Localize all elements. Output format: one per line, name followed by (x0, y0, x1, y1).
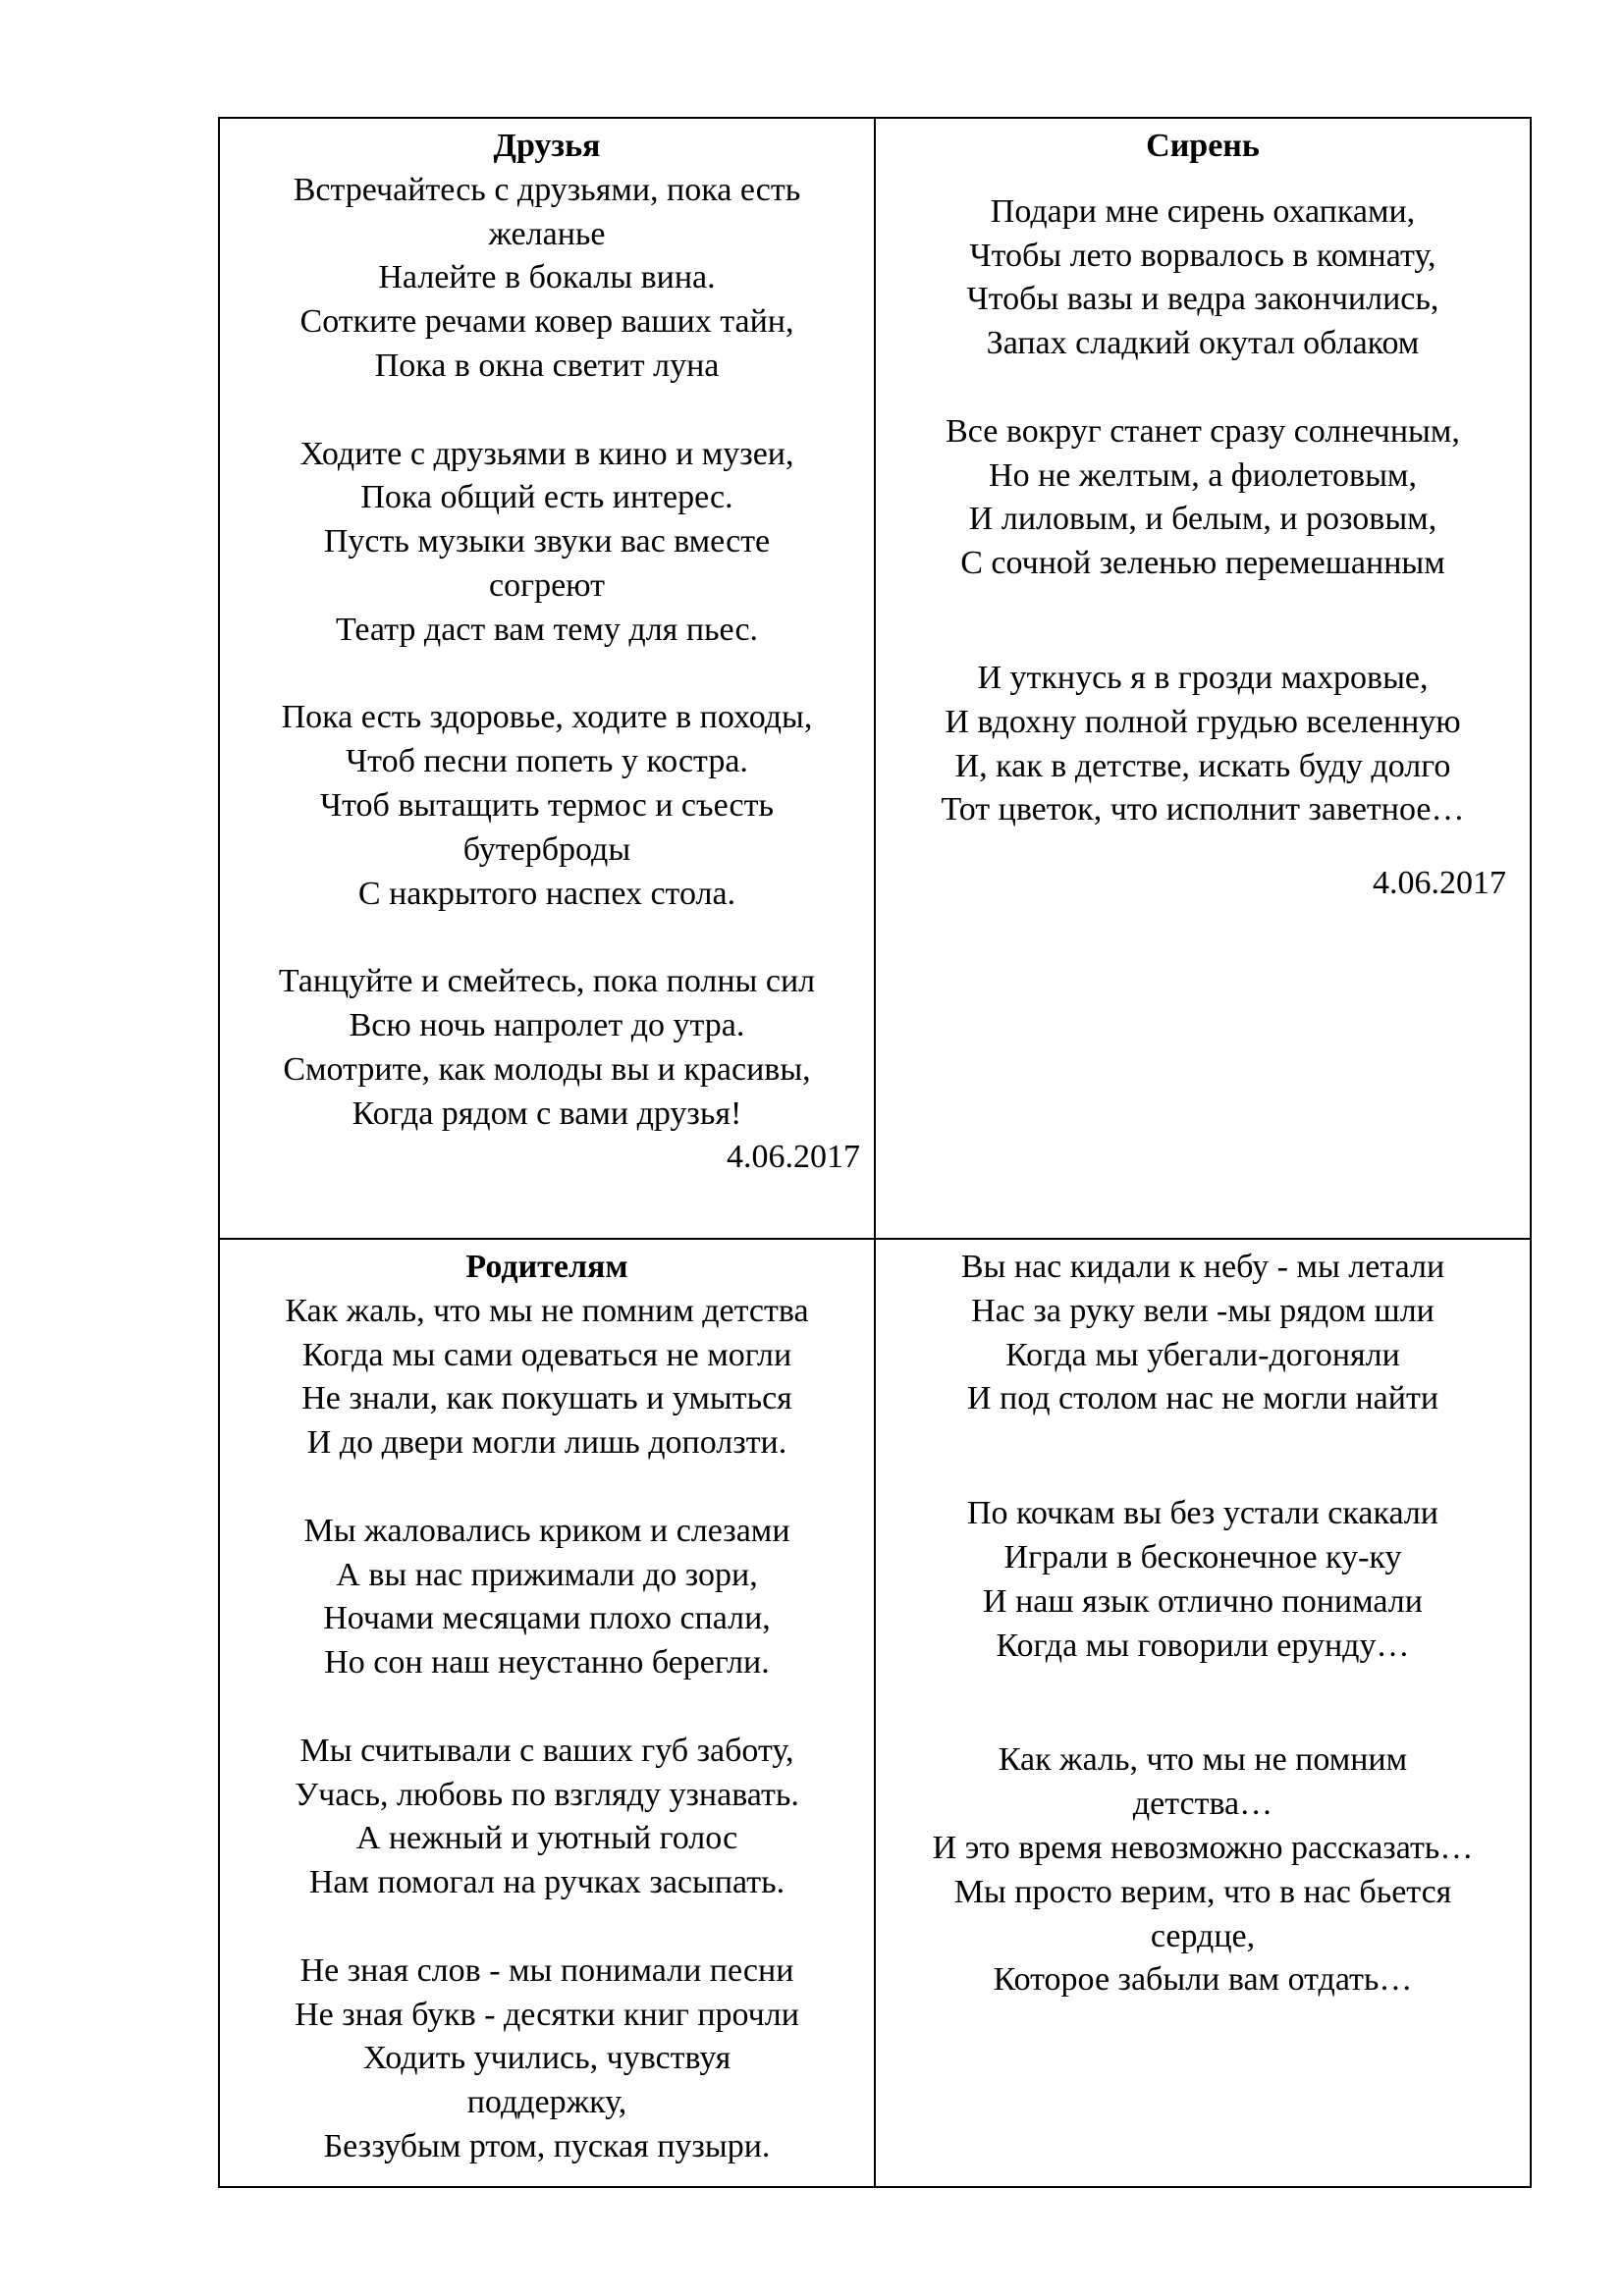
poem-line: Не зная букв - десятки книг прочли (295, 1996, 799, 2033)
stanza (890, 1246, 1516, 1421)
stanza (890, 190, 1516, 366)
table-row (219, 118, 1531, 1239)
poem-line: Пусть музыки звуки вас вместе (323, 523, 771, 561)
poem-line: Вы нас кидали к небу - мы летали (960, 1249, 1445, 1285)
poem-line: Но сон наш неустанно берегли. (324, 1644, 770, 1682)
poem-line: Беззубым ртом, пуская пузыри. (323, 2127, 771, 2164)
poem-line: Чтоб песни попеть у костра. (346, 743, 748, 780)
poem-line: Запах сладкий окутал облаком (986, 325, 1420, 362)
stanza (234, 960, 860, 1180)
poem-line: Налейте в бокалы вина. (378, 259, 716, 296)
poem-line: А вы нас прижимали до зори, (336, 1556, 758, 1593)
poem-continuation-cell (875, 1239, 1531, 2187)
table-row (219, 1239, 1531, 2187)
poem-line: Чтоб вытащить термос и съесть (320, 786, 774, 824)
poem-line: Чтобы вазы и ведра закончились, (966, 281, 1439, 318)
poem-line: Но не желтым, а фиолетовым, (989, 456, 1417, 494)
poem-line: Не зная слов - мы понимали песни (299, 1951, 794, 1989)
poem-line: желанье (488, 215, 606, 252)
poem-line: И вдохну полной грудью вселенную (945, 703, 1461, 740)
poem-line: Подари мне сирень охапками, (990, 192, 1416, 230)
poem-line: Которое забыли вам отдать… (993, 1961, 1413, 1999)
poem-line: согреют (489, 566, 605, 604)
poem-siren-cell (875, 118, 1531, 1239)
poem-line: Мы считывали с ваших губ заботу, (299, 1732, 794, 1769)
poem-line: И, как в детстве, искать буду долго (954, 747, 1451, 784)
poem-line: Сотките речами ковер ваших тайн, (299, 303, 794, 341)
stanza (890, 410, 1516, 586)
poem-line: Когда мы убегали-догоняли (1005, 1336, 1400, 1373)
stanza (890, 1492, 1516, 1668)
poem-title: Друзья (493, 128, 601, 164)
poem-line: Как жаль, что мы не помним детства (285, 1292, 809, 1329)
poem-line: Нам помогал на ручках засыпать. (308, 1864, 785, 1901)
poem-line: Не знали, как покушать и умыться (301, 1380, 792, 1417)
stanza (234, 1949, 860, 2169)
stanza (234, 433, 860, 653)
poem-line: По кочкам вы без устали скакали (966, 1495, 1439, 1532)
stanza (890, 1738, 1516, 2002)
poem-line: А нежный и уютный голос (355, 1820, 738, 1857)
poem-line: Пока общий есть интерес. (360, 479, 733, 516)
poem-title: Родителям (465, 1249, 628, 1285)
poem-line: бутерброды (462, 830, 631, 868)
stanza (890, 657, 1516, 832)
poem-line: Ходить учились, чувствуя (362, 2040, 731, 2077)
poem-line: Встречайтесь с друзьями, пока есть (293, 171, 801, 208)
poem-druzya-cell (219, 118, 875, 1239)
poem-line: Когда мы сами одеваться не могли (301, 1336, 792, 1373)
stanza (234, 1290, 860, 1466)
poem-line: С сочной зеленью перемешанным (960, 545, 1445, 582)
poem-line: И до двери могли лишь доползти. (306, 1424, 787, 1462)
poem-line: Когда рядом с вами друзья! (352, 1095, 742, 1132)
poem-line: Тот цветок, что исполнит заветное… (941, 791, 1465, 828)
poems-table (218, 117, 1532, 2188)
poem-line: детства… (1132, 1786, 1273, 1823)
poem-line: Когда мы говорили ерунду… (996, 1627, 1410, 1664)
poem-line: И уткнусь я в грозди махровые, (977, 659, 1429, 696)
poem-line: И под столом нас не могли найти (966, 1380, 1439, 1417)
poem-line: Мы просто верим, что в нас бьется (953, 1873, 1452, 1910)
stanza (234, 1730, 860, 1905)
poem-roditelyam-cell (219, 1239, 875, 2187)
poem-line: Мы жаловались криком и слезами (303, 1512, 790, 1549)
poem-line: Всю ночь напролет до утра. (349, 1006, 745, 1043)
stanza (234, 696, 860, 916)
poem-line: Смотрите, как молоды вы и красивы, (283, 1050, 811, 1088)
poem-line: Ходите с друзьями в кино и музеи, (299, 435, 794, 472)
poem-line: Чтобы лето ворвалось в комнату, (969, 237, 1436, 274)
poem-line: сердце, (1150, 1917, 1256, 1954)
poem-line: И наш язык отлично понимали (983, 1582, 1423, 1620)
poem-line: И лиловым, и белым, и розовым, (968, 501, 1437, 538)
poem-line: Ночами месяцами плохо спали, (323, 1600, 771, 1637)
poem-line: С накрытого наспех стола. (357, 875, 736, 912)
poem-line: Пока в окна светит луна (374, 347, 720, 384)
poem-line: И это время невозможно рассказать… (932, 1829, 1474, 1866)
stanza (234, 1510, 860, 1685)
poem-date: 4.06.2017 (727, 1139, 860, 1176)
poem-line: Танцуйте и смейтесь, пока полны сил (278, 963, 816, 1000)
stanza (234, 169, 860, 389)
poem-line: Учась, любовь по взгляду узнавать. (295, 1776, 799, 1813)
poem-title: Сирень (1146, 128, 1260, 164)
poem-date: 4.06.2017 (1373, 865, 1506, 902)
poem-line: Играли в бесконечное ку-ку (1003, 1538, 1402, 1575)
poem-line: Как жаль, что мы не помним (998, 1741, 1408, 1779)
poem-line: Нас за руку вели -мы рядом шли (971, 1292, 1435, 1329)
poem-line: поддержку, (466, 2084, 627, 2121)
poem-line: Все вокруг станет сразу солнечным, (946, 412, 1460, 450)
poem-line: Пока есть здоровье, ходите в походы, (281, 699, 813, 736)
poem-line: Театр даст вам тему для пьес. (335, 611, 759, 648)
